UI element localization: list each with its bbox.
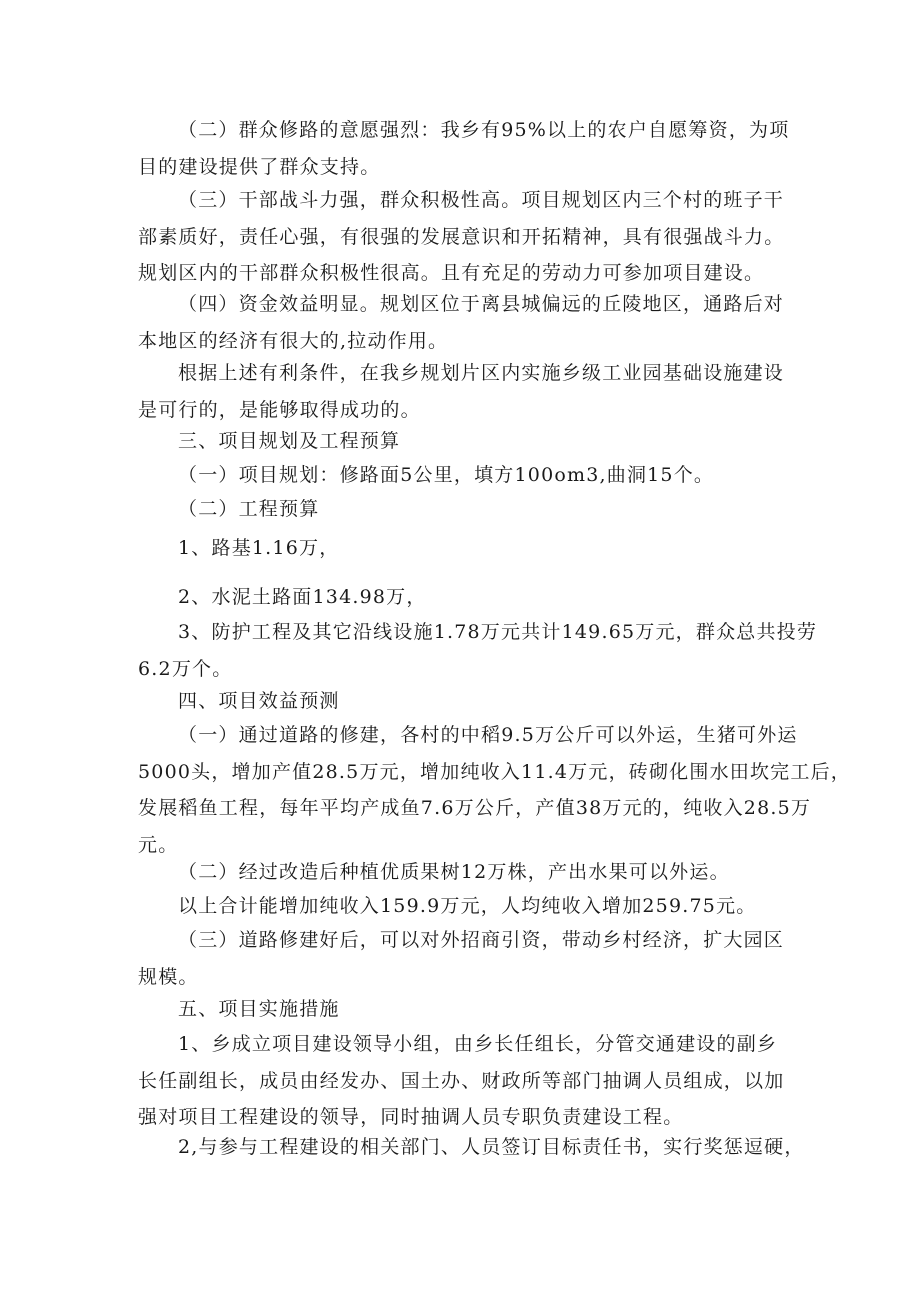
text-line: 元。 [138, 833, 179, 856]
text-line: （一）项目规划：修路面5公里，填方100om3,曲洞15个。 [178, 464, 715, 486]
heading-section-4 [138, 683, 788, 720]
heading-engineering-budget [138, 491, 788, 528]
paragraph-cadre-strength [138, 182, 788, 292]
text-line: 发展稻鱼工程，每年平均产成鱼7.6万公斤，产值38万元的，纯收入28.5万 [138, 797, 812, 819]
text-line: （二）经过改造后种植优质果树12万株，产出水果可以外运。 [178, 861, 730, 883]
text-line: （四）资金效益明显。规划区位于离县城偏远的丘陵地区，通路后对 [178, 293, 785, 315]
section-heading: 五、项目实施措施 [178, 998, 340, 1020]
text-line: 长任副组长，成员由经发办、国土办、财政所等部门抽调人员组成，以加 [138, 1069, 785, 1092]
text-line: 3、防护工程及其它沿线设施1.78万元共计149.65万元，群众总共投劳 [178, 621, 818, 643]
section-heading: 三、项目规划及工程预算 [178, 430, 401, 452]
subsection-heading: （二）工程预算 [178, 498, 320, 520]
text-line: （一）通过道路的修建，各村的中稻9.5万公斤可以外运，生猪可外运 [178, 724, 798, 746]
section-heading: 四、项目效益预测 [178, 690, 340, 712]
text-line: 1、乡成立项目建设领导小组，由乡长任组长，分管交通建设的副乡 [178, 1033, 778, 1055]
paragraph-road-benefits [138, 717, 851, 863]
text-line: 是可行的，是能够取得成功的。 [138, 398, 421, 421]
text-line: 规划区内的干部群众积极性很高。且有充足的劳动力可参加项目建设。 [138, 262, 765, 284]
paragraph-fruit-trees [138, 854, 788, 891]
paragraph-investment [138, 922, 788, 995]
text-line: 根据上述有利条件，在我乡规划片区内实施乡级工业园基础设施建设 [178, 362, 785, 384]
paragraph-responsibility [138, 1129, 805, 1166]
text-line: 部素质好，责任心强，有很强的发展意识和开拓精神，具有很强战斗力。 [138, 225, 785, 248]
text-line: 以上合计能增加纯收入159.9万元，人均纯收入增加259.75元。 [178, 895, 757, 917]
text-line: 规模。 [138, 965, 199, 988]
list-item-roadbed [138, 530, 788, 567]
text-line: （二）群众修路的意愿强烈：我乡有95%以上的农户自愿筹资，为项 [178, 119, 790, 141]
list-item-protection [138, 614, 818, 687]
text-line: 5000头，增加产值28.5万元，增加纯收入11.4万元，砖砌化围水田坎完工后， [138, 760, 851, 783]
text-line: （三）道路修建好后，可以对外招商引资，带动乡村经济，扩大园区 [178, 929, 785, 951]
paragraph-fund-benefit [138, 286, 788, 359]
list-item-cement-road [138, 579, 788, 616]
text-line: （三）干部战斗力强，群众积极性高。项目规划区内三个村的班子干 [178, 189, 785, 211]
text-line: 目的建设提供了群众支持。 [138, 155, 381, 178]
text-line: 本地区的经济有很大的,拉动作用。 [138, 329, 449, 352]
text-line: 1、路基1.16万， [178, 537, 340, 559]
heading-section-5 [138, 991, 788, 1028]
paragraph-mass-willingness [138, 112, 788, 185]
text-line: 强对项目工程建设的领导，同时抽调人员专职负责建设工程。 [138, 1106, 684, 1128]
paragraph-conclusion [138, 355, 788, 428]
paragraph-total-income [138, 888, 788, 925]
text-line: 2,与参与工程建设的相关部门、人员签订目标责任书，实行奖惩逗硬， [178, 1136, 805, 1158]
text-line: 2、水泥土路面134.98万， [178, 586, 427, 608]
paragraph-project-plan [138, 457, 788, 494]
text-line: 6.2万个。 [138, 657, 233, 680]
paragraph-leadership-group [138, 1026, 788, 1136]
heading-section-3 [138, 423, 788, 460]
